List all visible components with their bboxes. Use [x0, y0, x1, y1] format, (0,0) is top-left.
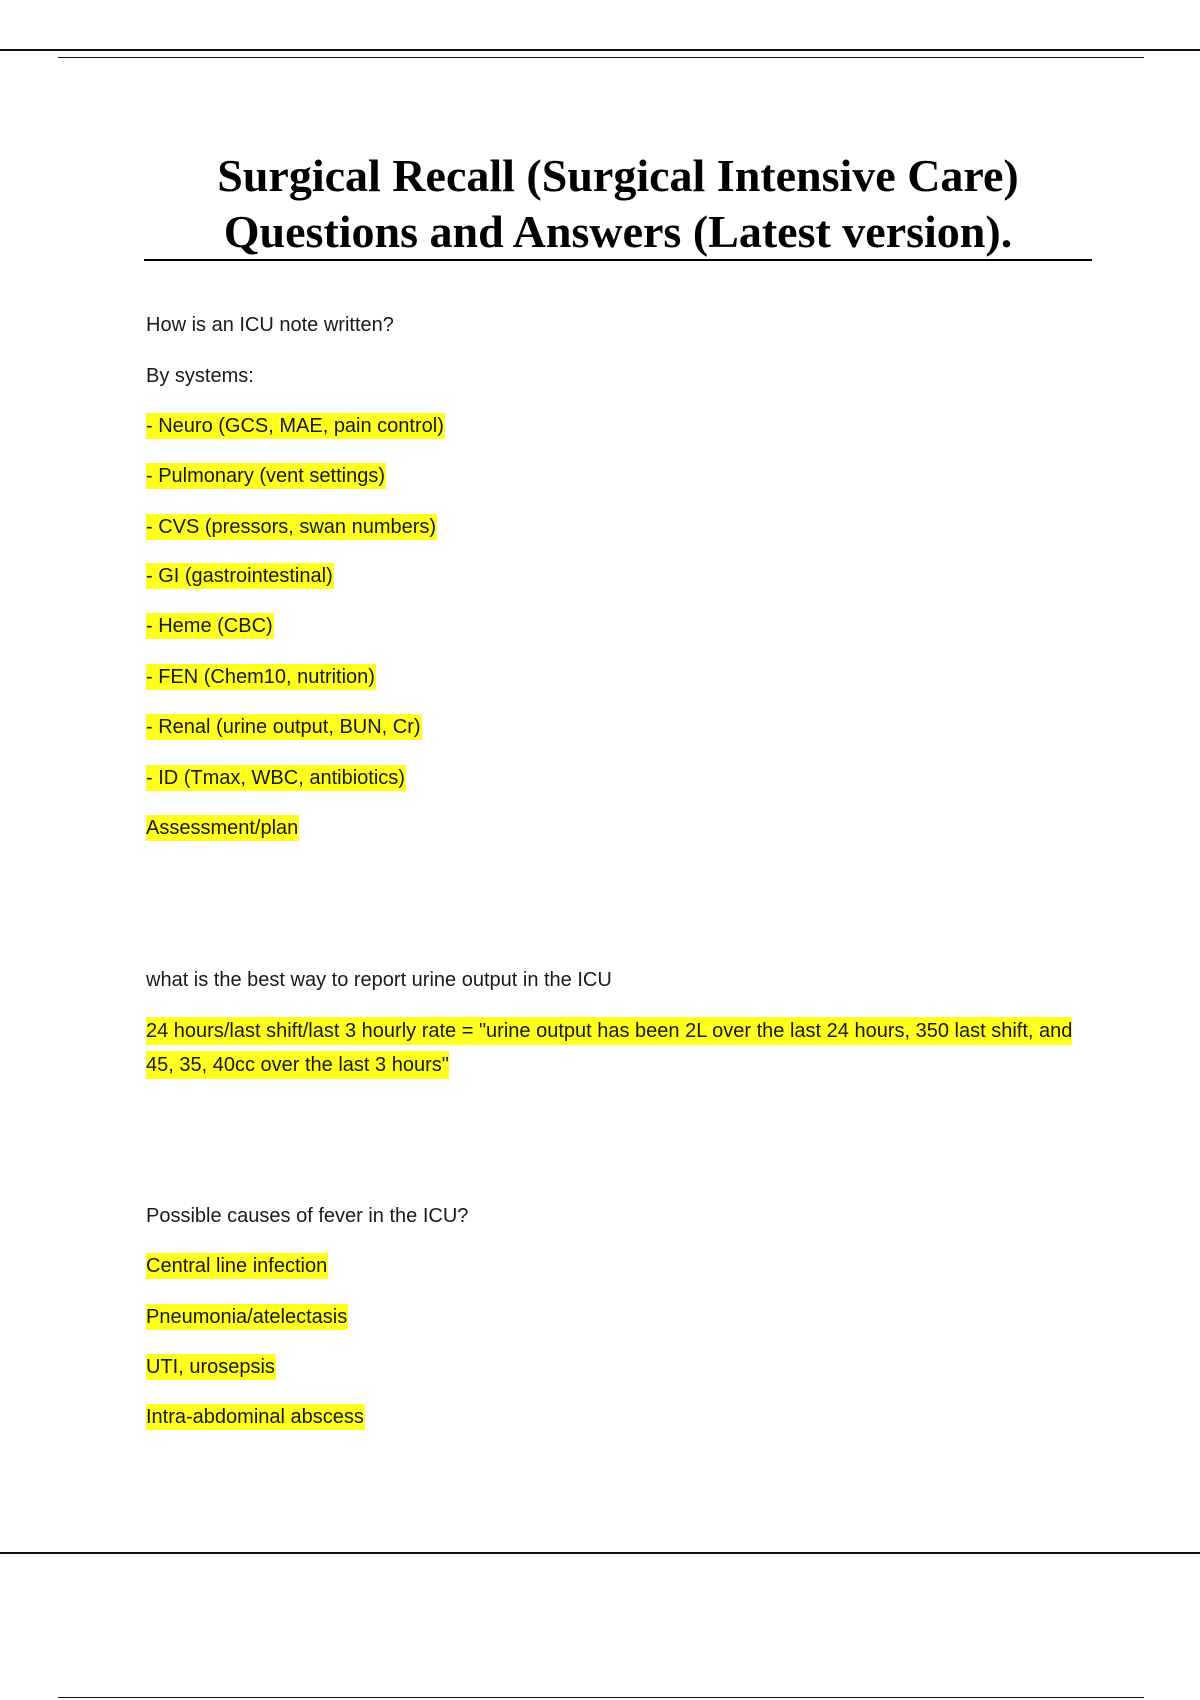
title-line-2: Questions and Answers (Latest version).: [223, 206, 1013, 257]
list-item: [146, 714, 422, 740]
highlighted-answer: - GI (gastrointestinal): [146, 565, 333, 587]
list-item: [146, 664, 376, 690]
highlighted-answer: - Heme (CBC): [146, 615, 273, 637]
highlighted-answer: UTI, urosepsis: [146, 1356, 275, 1378]
highlighted-answer: - CVS (pressors, swan numbers): [146, 516, 437, 538]
highlighted-answer: - Renal (urine output, BUN, Cr): [146, 716, 421, 738]
highlighted-answer: - ID (Tmax, WBC, antibiotics): [146, 767, 405, 789]
list-item: [146, 613, 274, 639]
list-item: [146, 815, 299, 841]
list-item: [146, 514, 437, 540]
list-item: [146, 413, 445, 439]
question-icu-note: How is an ICU note written?: [146, 314, 394, 336]
list-item: [146, 463, 386, 489]
intro-by-systems: By systems:: [146, 365, 254, 387]
highlighted-answer: Assessment/plan: [146, 817, 299, 839]
qa-content: [146, 0, 1086, 1700]
page-bottom-inner-rule: [58, 1697, 1144, 1698]
title-line-1: Surgical Recall (Surgical Intensive Care): [217, 150, 1019, 201]
page-bottom-rule: [0, 1552, 1200, 1554]
question-urine-output: what is the best way to report urine output in the ICU: [146, 969, 612, 991]
list-item: [146, 1354, 276, 1380]
highlighted-answer: Central line infection: [146, 1255, 328, 1277]
list-item: [146, 563, 334, 589]
highlighted-answer: - Neuro (GCS, MAE, pain control): [146, 415, 444, 437]
list-item: [146, 1253, 328, 1279]
list-item: [146, 1304, 348, 1330]
list-item: [146, 1404, 365, 1430]
highlighted-answer: Pneumonia/atelectasis: [146, 1306, 348, 1328]
highlighted-answer: Intra-abdominal abscess: [146, 1406, 364, 1428]
highlighted-answer: 24 hours/last shift/last 3 hourly rate = "urine output has been 2L over the last 24 hours, 350 last shift, and 45, 35, 40cc over the last 3 hours": [146, 1017, 1072, 1079]
question-fever-causes: Possible causes of fever in the ICU?: [146, 1205, 469, 1227]
highlighted-answer: - FEN (Chem10, nutrition): [146, 666, 375, 688]
list-item: [146, 765, 406, 791]
answer-paragraph: [146, 1014, 1086, 1082]
highlighted-answer: - Pulmonary (vent settings): [146, 465, 385, 487]
